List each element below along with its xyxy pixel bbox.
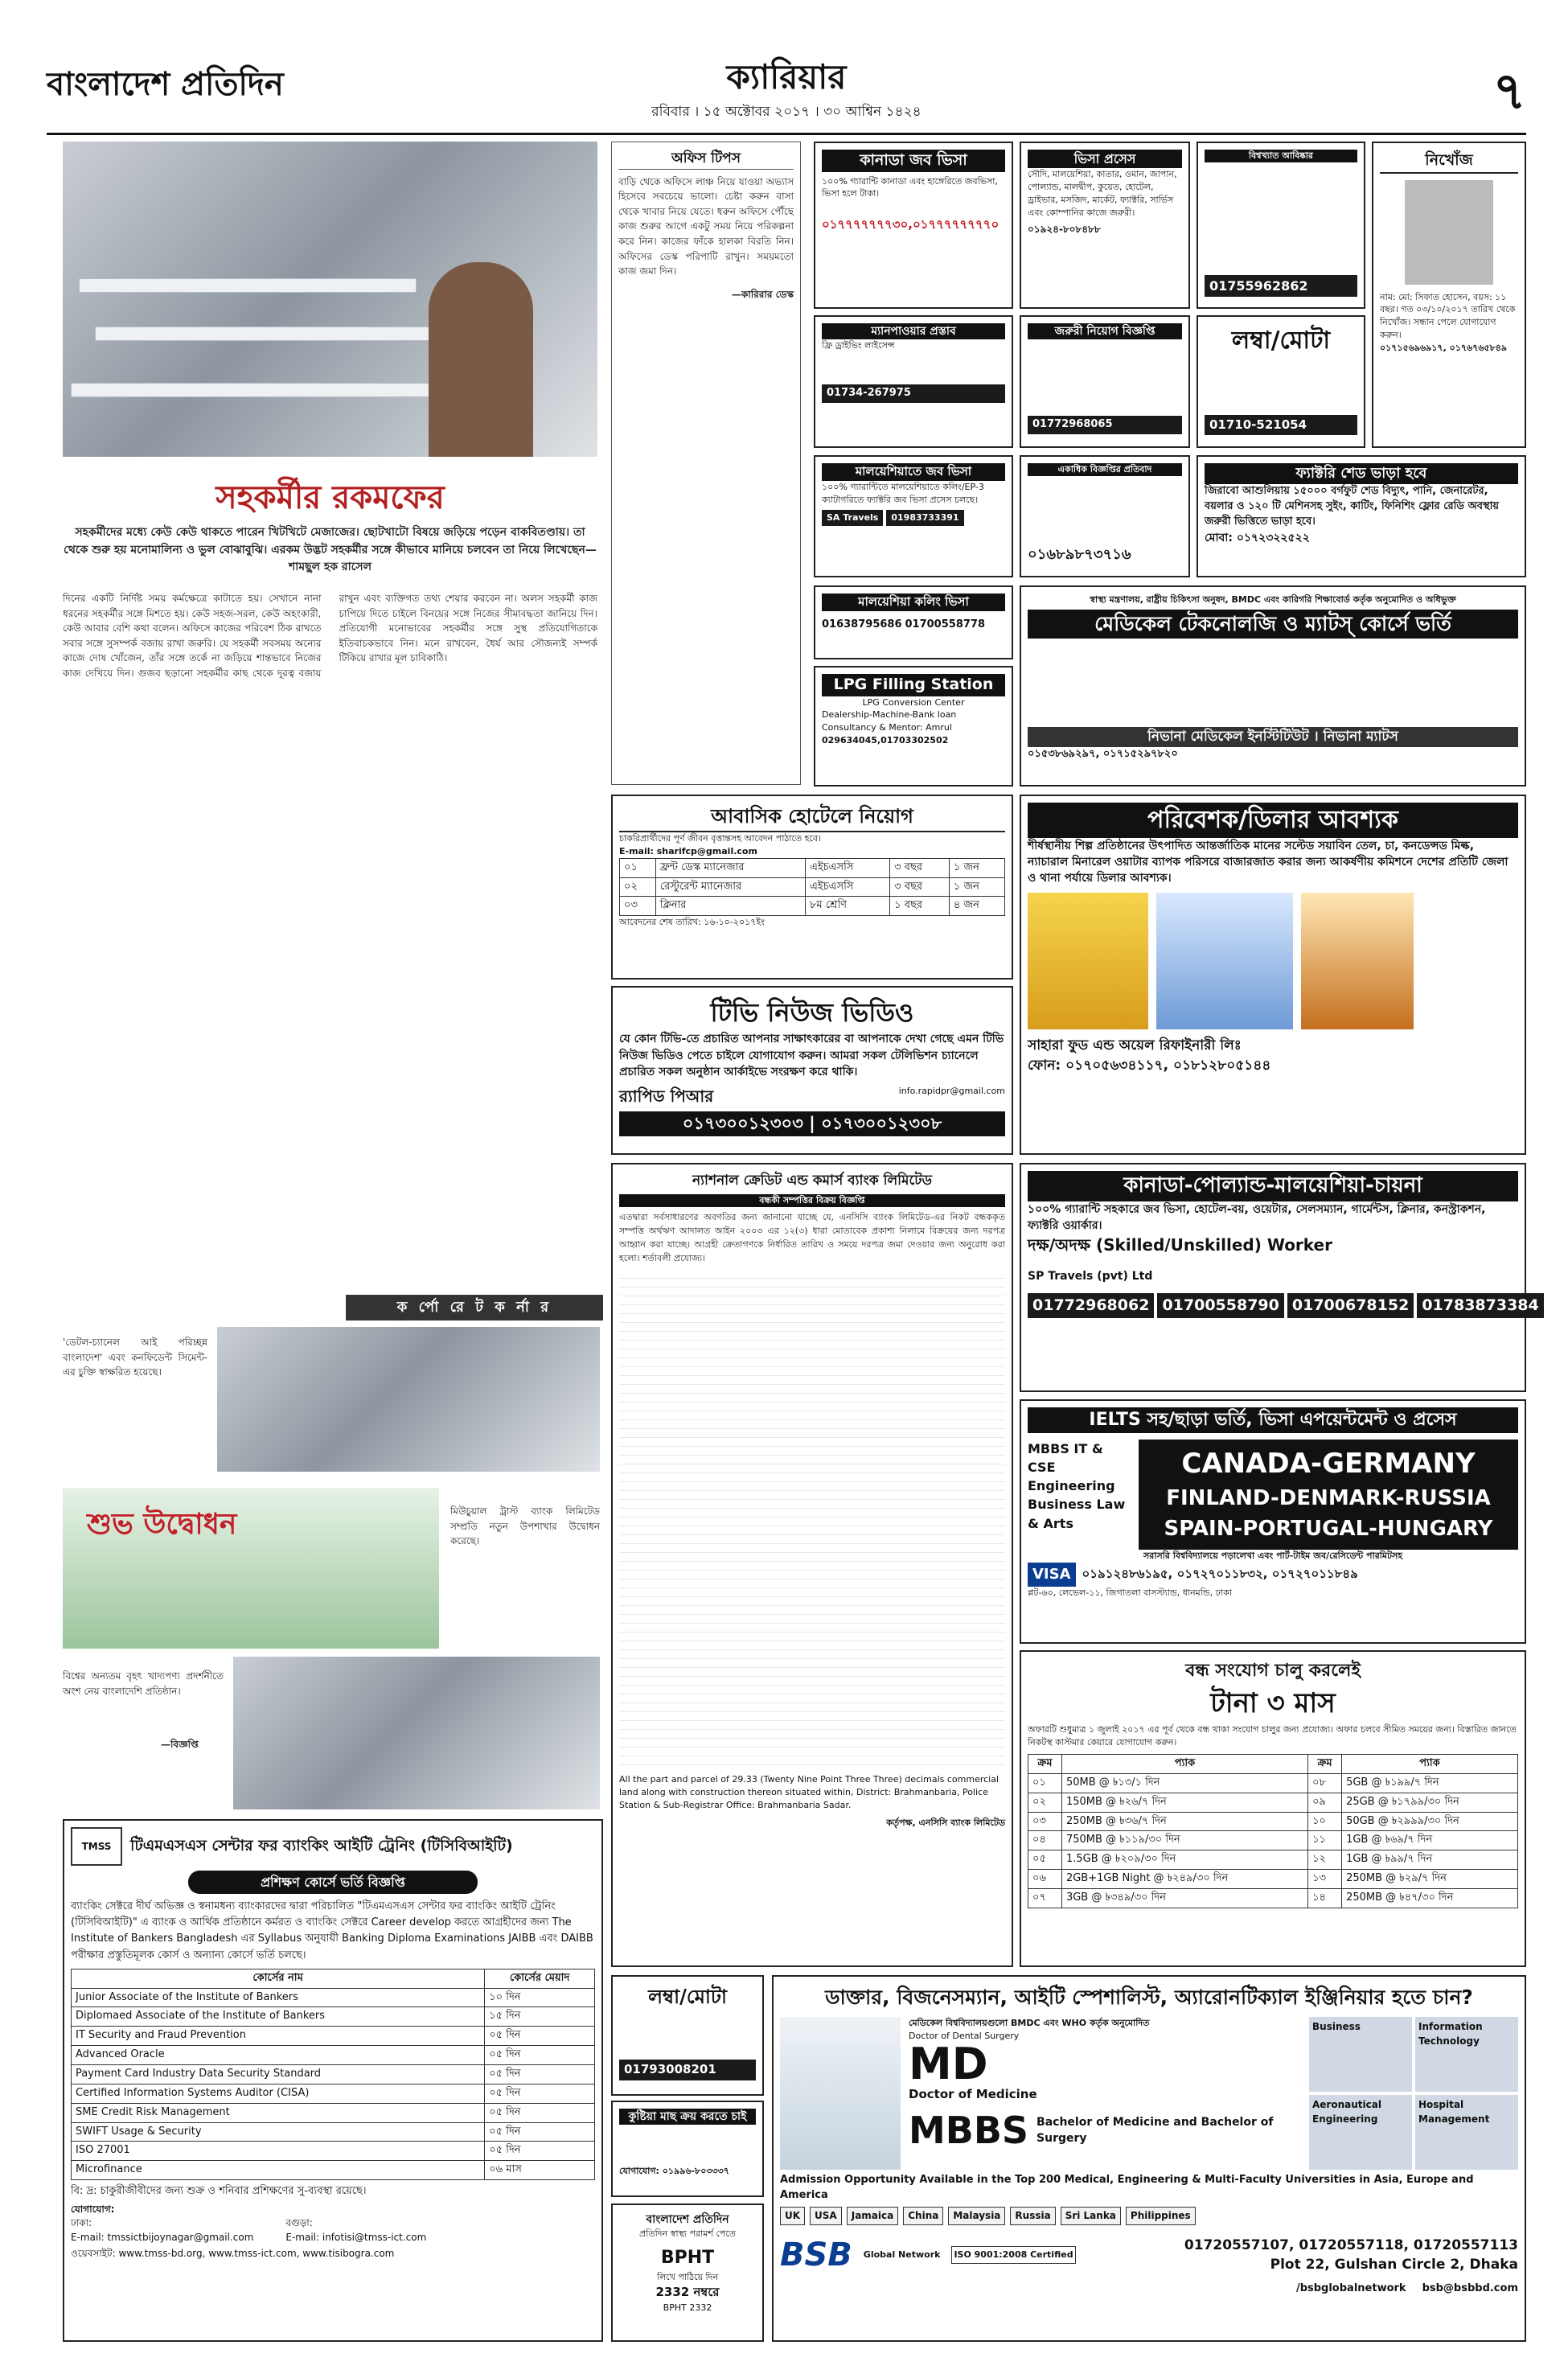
cell: 50GB @ ৳২৯৯৯/৩০ দিন	[1342, 1812, 1518, 1831]
table-row	[72, 2007, 595, 2027]
manpower-text: ফ্রি ড্রাইভিং লাইসেন্স	[822, 340, 895, 351]
field-business: Business	[1309, 2017, 1412, 2092]
medical-top: স্বাস্থ্য মন্ত্রণালয়, রাষ্ট্রীয় চিকিৎসা অনুষদ, BMDC এবং কারিগরি শিক্ষাবোর্ড কর্তৃক অনুমোদিত ও অধিভুক্ত	[1090, 594, 1456, 605]
cell: 3GB @ ৳৩৪৯/৩০ দিন	[1061, 1888, 1307, 1908]
table-row	[620, 858, 1005, 877]
bio-title: বিশ্বখ্যাত আবিষ্কার	[1205, 150, 1357, 162]
cell: ০৩	[620, 897, 656, 916]
tv-email: info.rapidpr@gmail.com	[898, 1086, 1005, 1097]
height-ad-1-title: লম্বা/মোটা	[1231, 327, 1331, 355]
cell: 1.5GB @ ৳২০৯/৩০ দিন	[1061, 1850, 1307, 1870]
cell: ০৪	[1028, 1831, 1062, 1850]
dealer-phone: ফোন: ০১৭০৫৬৩৪১১৭, ০১৮১২৮০৫১৪৪	[1028, 1058, 1271, 1074]
section-header	[610, 53, 963, 122]
missing-text: নাম: মো: সিফাত হোসেন, বয়স: ১১ বছর। গত ০৩/১০/২০১৭ তারিখ থেকে নিখোঁজ। সন্ধান পেলে যোগাযোগ করুন।	[1380, 291, 1516, 341]
course-duration: ০৫ দিন	[485, 2103, 595, 2122]
bank-title: ন্যাশনাল ক্রেডিট এন্ড কমার্স ব্যাংক লিমিটেড	[692, 1173, 933, 1189]
table-row	[72, 2046, 595, 2065]
country-jobs-sub: দক্ষ/অদক্ষ (Skilled/Unskilled) Worker	[1028, 1235, 1332, 1255]
cell: ৩ বছর	[890, 858, 950, 877]
tv-brand: র‍্যাপিড পিআর	[619, 1086, 714, 1107]
country-philippines: Philippines	[1126, 2207, 1196, 2225]
height-ad-2-phone: 01793008201	[619, 2060, 756, 2080]
course-duration: ০৫ দিন	[485, 2122, 595, 2142]
height-ad-1	[1197, 315, 1365, 448]
country-line-3: SPAIN-PORTUGAL-HUNGARY	[1164, 1516, 1493, 1541]
cell: ০৬	[1028, 1870, 1062, 1889]
corporate-item-3: বিশ্বের অন্যতম বৃহৎ খাদ্যপণ্য প্রদর্শনীতে অংশ নেয় বাংলাদেশি প্রতিষ্ঠান।	[63, 1670, 224, 1697]
manpower-ad	[814, 315, 1013, 448]
deed-notice-phone: ০১৬৮৯৮৭৩৭১৬	[1028, 545, 1131, 563]
canada-visa-title: কানাডা জব ভিসা	[822, 150, 1005, 172]
cell: ১৪	[1308, 1888, 1342, 1908]
ielts-title: IELTS সহ/ছাড়া ভর্তি, ভিসা এপয়েন্টমেন্ট ও প্রসেস	[1028, 1407, 1518, 1433]
medical-course-ad	[1020, 585, 1526, 787]
teletalk-table	[1028, 1754, 1518, 1908]
ielts-ad	[1020, 1399, 1526, 1644]
malaysia-job-text: ১০০% গ্যারান্টিতে মালয়েশিয়াতে কলিং/EP-3 ক্যাটাগরিতে ফ্যাক্টরি জব ভিসা প্রসেস চলছে।	[822, 481, 984, 505]
malaysia-calling-title: মালয়েশিয়া কলিং ভিসা	[822, 594, 1005, 611]
cell: ১ জন	[949, 858, 1004, 877]
course-name: Advanced Oracle	[72, 2046, 485, 2065]
field-aero: Aeronautical Engineering	[1309, 2095, 1412, 2170]
ielts-strip: সরাসরি বিশ্ববিদ্যালয়ে পড়ালেখা এবং পার্ট-টাইম জব/রেসিডেন্ট পারমিটসহ	[1143, 1550, 1403, 1561]
course-duration: ০৫ দিন	[485, 2027, 595, 2046]
medical-phone: ০১৫৩৮৬৯২৯৭, ০১৭১৫২৯৭৮২০	[1028, 747, 1178, 760]
cell: ০৯	[1308, 1793, 1342, 1812]
cell: 250MB @ ৳৪৭/৩০ দিন	[1342, 1888, 1518, 1908]
bsb-iso: ISO 9001:2008 Certified	[951, 2246, 1075, 2264]
bp-health-promo	[611, 2204, 764, 2342]
bsb-logo: BSB	[780, 2236, 852, 2274]
bank-subtitle: বন্ধকী সম্পত্তির বিক্রয় বিজ্ঞপ্তি	[619, 1194, 1005, 1207]
manpower-phone: 01734-267975	[822, 384, 1005, 403]
cell: ১২	[1308, 1850, 1342, 1870]
country-jobs-phone-3: 01700678152	[1287, 1293, 1414, 1319]
course-duration: ০৫ দিন	[485, 2046, 595, 2065]
country-jobs-phone-1: 01772968062	[1028, 1293, 1154, 1319]
col-pack: প্যাক	[1342, 1755, 1518, 1774]
table-row	[1028, 1793, 1518, 1812]
factory-shed-ad	[1197, 455, 1526, 577]
cell: 2GB+1GB Night @ ৳২৪৯/৩০ দিন	[1061, 1870, 1307, 1889]
masthead	[47, 47, 1526, 135]
country-china: China	[903, 2207, 943, 2225]
country-usa: USA	[810, 2207, 842, 2225]
office-tips-title: অফিস টিপস	[618, 149, 794, 170]
bsb-mbbs: MBBS	[909, 2108, 1029, 2152]
cell: 5GB @ ৳১৯৯/৭ দিন	[1342, 1773, 1518, 1793]
hotel-job-ad	[611, 795, 1013, 980]
water-bottle-image	[1156, 893, 1293, 1029]
kushtia-fish-ad	[611, 2101, 764, 2197]
lpg-subtitle: LPG Conversion Center	[862, 696, 965, 708]
malaysia-calling-ad	[814, 585, 1013, 659]
table-row	[72, 2084, 595, 2103]
corporate-item-1: 'ডেটল-চ্যানেল আই পরিচ্ছন্ন বাংলাদেশ' এবং কনফিডেন্ট সিমেন্ট-এর চুক্তি স্বাক্ষরিত হয়েছে।	[63, 1337, 207, 1378]
table-row	[72, 2064, 595, 2084]
bank-schedule: All the part and parcel of 29.33 (Twenty Nine Point Three Three) decimals commercial land along with construction thereon situated within, District: Brahmanbaria, Police Station & Sub-Registrar Office: Brahmanbaria Sadar.	[619, 1773, 999, 1810]
bsb-bmdc: মেডিকেল বিশ্ববিদ্যালয়গুলো BMDC এবং WHO কর্তৃক অনুমোদিত	[909, 2018, 1150, 2029]
visa-process-title: ভিসা প্রসেস	[1028, 150, 1182, 168]
field-hospital: Hospital Management	[1415, 2095, 1518, 2170]
bsb-mbbs-sub: Bachelor of Medicine and Bachelor of Surgery	[1036, 2115, 1274, 2146]
teletalk-text: অফারটি শুধুমাত্র ১ জুলাই ২০১৭ এর পূর্ব থেকে বন্ধ থাকা সংযোগ চালুর জন্য প্রযোজ্য। অফার চলবে সীমিত সময়ের জন্য। বিস্তারিত জানতে নিকটস্থ কাস্টমার কেয়ারে যোগাযোগ করুন।	[1028, 1724, 1517, 1748]
tmss-intro: ব্যাংকিং সেক্টরে দীর্ঘ অভিজ্ঞ ও স্বনামধন্য ব্যাংকারদের দ্বারা পরিচালিত "টিএমএসএস সেন্টার ফর ব্যাংকিং আইটি ট্রেনিং (টিসিবিআইটি)" এ ব্যাংক ও আর্থিক প্রতিষ্ঠানে কর্মরত ও ব্যাংকিং সেক্টরে Career develop করতে আগ্রহীদের জন্য The Institute of Bankers Bangladesh এর Syllabus অনুযায়ী Banking Diploma Examinations JAIBB এবং DAIBB পরীক্ষার প্রস্তুতিমূলক কোর্স ও অন্যান্য কোর্সে ভর্তি চলছে।	[71, 1900, 593, 1961]
bsb-email: bsb@bsbbd.com	[1422, 2282, 1518, 2295]
cell: ফ্রন্ট ডেস্ক ম্যানেজার	[655, 858, 805, 877]
cell: ১১	[1308, 1831, 1342, 1850]
bp-promo-sub: প্রতিদিন স্বাস্থ্য পরামর্শ পেতে	[639, 2228, 736, 2240]
table-row	[1028, 1888, 1518, 1908]
visa-logo: VISA	[1028, 1563, 1076, 1587]
urgent-jobs-title: জরুরী নিয়োগ বিজ্ঞপ্তি	[1028, 323, 1182, 339]
cell: ১ বছর	[890, 897, 950, 916]
hotel-title: আবাসিক হোটেলে নিয়োগ	[619, 803, 1005, 832]
course-name: ISO 27001	[72, 2142, 485, 2161]
corporate-photo-2	[63, 1488, 439, 1649]
visa-process-phone: ০১৯২৪-৮০৮৪৮৮	[1028, 223, 1101, 235]
table-row	[1028, 1773, 1518, 1793]
cell: ১০	[1308, 1812, 1342, 1831]
country-line-1: CANADA-GERMANY	[1181, 1447, 1476, 1480]
ielts-address: প্লট-৬০, লেভেল-১১, জিগাতলা বাসস্ট্যান্ড, ধানমন্ডি, ঢাকা	[1028, 1587, 1232, 1598]
dealer-brand: সাহারা ফুড এন্ড অয়েল রিফাইনারী লিঃ	[1028, 1037, 1242, 1054]
tmss-course-table	[71, 1969, 595, 2180]
lpg-text: Dealership-Machine-Bank loan Consultancy & Mentor: Amrul	[822, 709, 957, 733]
col-serial: ক্রম	[1028, 1755, 1062, 1774]
bank-text: এতদ্বারা সর্বসাধারণের অবগতির জন্য জানানো যাচ্ছে যে, এনসিসি ব্যাংক লিমিটেড-এর নিকট বন্ধককৃত সম্পত্তি অর্থঋণ আদালত আইন ২০০৩ এর ১২(৩) ধারা মোতাবেক প্রকাশ্য নিলামে বিক্রয়ের জন্য দরপত্র আহ্বান করা যাচ্ছে। আগ্রহী ক্রেতাগণকে নির্ধারিত তারিখ ও সময়ে দরপত্র জমা দেওয়ার জন্য অনুরোধ করা হলো। শর্তাবলী প্রযোজ্য।	[619, 1211, 1005, 1263]
bio-ad	[1197, 142, 1365, 309]
visa-process-text: সৌদি, মালয়েশিয়া, কাতার, ওমান, জাপান, পোল্যান্ড, মালদ্বীপ, কুয়েত, হোটেল, ড্রাইভার, মসজিদ, মার্কেট, ফ্যাক্টরি, সার্ভিস এবং কোম্পানির কাজে জরুরী।	[1028, 169, 1177, 218]
feature-intro: সহকর্মীদের মধ্যে কেউ কেউ থাকতে পারেন খিটখিটে মেজাজের। ছোটখাটো বিষয়ে জড়িয়ে পড়েন বাকবিতণ্ডায়। তা থেকে শুরু হয় মনোমালিন্য ও ভুল বোঝাবুঝি। এরকম উদ্ভট সহকর্মীর সঙ্গে কীভাবে মানিয়ে চলবেন তা নিয়ে লিখেছেন—শামছুল হক রাসেল	[64, 526, 597, 574]
country-jobs-ad	[1020, 1163, 1539, 1392]
hotel-email: E-mail: sharifcp@gmail.com	[619, 845, 757, 856]
bsb-global-ad	[772, 1975, 1526, 2342]
course-name: SME Credit Risk Management	[72, 2103, 485, 2122]
country-jobs-phone-4: 01783873384	[1417, 1293, 1543, 1319]
tmss-note: বি: দ্র: চাকুরীজীবীদের জন্য শুক্র ও শনিবার প্রশিক্ষণের সু-ব্যবস্থা রয়েছে।	[71, 2185, 367, 2198]
bp-promo-brand: বাংলাদেশ প্রতিদিন	[646, 2213, 729, 2226]
corporate-corner-label: ক র্পো রে ট ক র্না র	[346, 1295, 603, 1320]
tmss-bogura-label: বগুড়া:	[285, 2217, 313, 2229]
cell: এইচএসসি	[805, 858, 889, 877]
bio-phone: 01755962862	[1205, 275, 1357, 297]
course-name: SWIFT Usage & Security	[72, 2122, 485, 2142]
tmss-contact-label: যোগাযোগ:	[71, 2203, 115, 2215]
tv-news-ad	[611, 986, 1013, 1155]
country-russia: Russia	[1010, 2207, 1055, 2225]
country-malaysia: Malaysia	[948, 2207, 1005, 2225]
teletalk-title: বন্ধ সংযোগ চালু করলেই	[1185, 1661, 1361, 1681]
ielts-phone: ০১৯১২৪৮৬১৯৫, ০১৭২৭০১১৮৩২, ০১৭২৭০১১৮৪৯	[1082, 1566, 1358, 1581]
col-pack: প্যাক	[1061, 1755, 1307, 1774]
cell: 250MB @ ৳২৯/৭ দিন	[1342, 1870, 1518, 1889]
cell: ০১	[1028, 1773, 1062, 1793]
table-row	[1028, 1850, 1518, 1870]
ncc-bank-notice	[611, 1163, 1013, 1967]
manpower-title: ম্যানপাওয়ার প্রস্তাব	[822, 323, 1005, 339]
cell: ১৩	[1308, 1870, 1342, 1889]
bsb-md-top: Doctor of Dental Surgery	[909, 2031, 1020, 2042]
cell: ক্লিনার	[655, 897, 805, 916]
course-duration: ০৫ দিন	[485, 2084, 595, 2103]
corporate-credit: —বিজ্ঞপ্তি	[161, 1739, 199, 1750]
country-jobs-text: ১০০% গ্যারান্টি সহকারে জব ভিসা, হোটেল-বয়, ওয়েটার, সেলসম্যান, গার্মেন্টস, ক্লিনার, কনস্ট্রাকশন, ফ্যাক্টরি ওয়ার্কার।	[1028, 1202, 1486, 1232]
bsb-address: Plot 22, Gulshan Circle 2, Dhaka	[1270, 2257, 1518, 2273]
dealer-ad	[1020, 795, 1526, 1155]
table-row	[72, 2161, 595, 2180]
teletalk-big: টানা ৩ মাস	[1210, 1686, 1336, 1719]
country-jamaica: Jamaica	[847, 2207, 899, 2225]
cell: এইচএসসি	[805, 877, 889, 897]
cell: ০২	[1028, 1793, 1062, 1812]
malaysia-job-ad	[814, 455, 1013, 577]
table-row	[1028, 1812, 1518, 1831]
deed-notice-title: একাধিক বিজ্ঞপ্তির প্রতিবাদ	[1028, 463, 1182, 476]
cell: 250MB @ ৳৩৬/৭ দিন	[1061, 1812, 1307, 1831]
lpg-phone: 029634045,01703302502	[822, 735, 949, 746]
country-uk: UK	[780, 2207, 805, 2225]
tmss-email-1: E-mail: tmssictbijoynagar@gmail.com	[71, 2231, 254, 2243]
kushtia-title: কুষ্টিয়া মাছ ক্রয় করতে চাই	[619, 2109, 756, 2125]
col-serial: ক্রম	[1308, 1755, 1342, 1774]
deed-notice-ad	[1020, 455, 1190, 577]
factory-title: ফ্যাক্টরি শেড ভাড়া হবে	[1205, 463, 1518, 484]
table-row	[72, 2027, 595, 2046]
cell: ৪ জন	[949, 897, 1004, 916]
course-name: Microfinance	[72, 2161, 485, 2180]
office-photo	[63, 142, 597, 457]
issue-date: রবিবার । ১৫ অক্টোবর ২০১৭ । ৩০ আশ্বিন ১৪২৪	[651, 103, 922, 120]
table-row	[72, 1988, 595, 2007]
table-row	[72, 2103, 595, 2122]
missing-title: নিখোঁজ	[1380, 150, 1518, 174]
table-row	[1028, 1870, 1518, 1889]
table-row	[72, 2142, 595, 2161]
tea-pack-image	[1301, 893, 1414, 1029]
office-tips-author: —কারিরার ডেস্ক	[731, 288, 794, 300]
feature-body: দিনের একটি নির্দিষ্ট সময় কর্মক্ষেত্রে কাটাতে হয়। সেখানে নানা ধরনের সহকর্মীর সঙ্গে মিশতে হয়। কেউ সহজ-সরল, কেউ অহংকারী, কেউ আবার বেশি কথা বলেন। অফিসে কাজের পরিবেশ ঠিক রাখতে সবার সঙ্গে সুসম্পর্ক বজায় রাখা জরুরি। যে সহকর্মী সবসময় অন্যের কাজে দোষ খোঁজেন, তাঁর সঙ্গে তর্কে না জড়িয়ে শান্তভাবে নিজের কাজ দেখিয়ে দিন। গুজব ছড়ানো সহকর্মীর কাছ থেকে দূরত্ব বজায় রাখুন এবং ব্যক্তিগত তথ্য শেয়ার করবেন না। অলস সহকর্মী কাজ চাপিয়ে দিতে চাইলে বিনয়ের সঙ্গে নিজের সীমাবদ্ধতা জানিয়ে দিন। প্রতিযোগী মনোভাবের সহকর্মীর সঙ্গে সুস্থ প্রতিযোগিতাকে ইতিবাচকভাবে নিন। মনে রাখবেন, ধৈর্য আর সৌজন্যই সম্পর্ক টিকিয়ে রাখার মূল চাবিকাঠি।	[63, 593, 597, 679]
tmss-website: ওয়েবসাইট: www.tmss-bd.org, www.tmss-ict.com, www.tisibogra.com	[71, 2248, 395, 2260]
office-tips-body: বাড়ি থেকে অফিসে লাঞ্চ নিয়ে যাওয়া অভ্যাস হিসেবে সবচেয়ে ভালো। চেষ্টা করুন বাসা থেকে খাবার নিয়ে যেতে। ধরুন অফিসে পৌঁছে কাজ শুরুর আগে একটু সময় নিয়ে পরিকল্পনা করে নিন। কাজের ফাঁকে হালকা বিরতি নিন। অফিসের ডেস্ক পরিপাটি রাখুন। সময়মতো কাজ জমা দিন।	[618, 175, 794, 277]
bank-terms-block	[619, 1270, 1005, 1768]
country-srilanka: Sri Lanka	[1061, 2207, 1121, 2225]
medical-bottom: নিভানা মেডিকেল ইনস্টিটিউট । নিভানা ম্যাটস	[1028, 727, 1518, 747]
teletalk-ad	[1020, 1650, 1526, 1967]
cell: 750MB @ ৳১১৯/৩০ দিন	[1061, 1831, 1307, 1850]
factory-text: জিরাবো আশুলিয়ায় ১৫০০০ বর্গফুট শেড বিদ্যুৎ, পানি, জেনারেটর, বয়লার ও ১২০ টি মেশিনসহ সুইং, কাটিং, ফিনিশিং ফ্লোর রেডি অবস্থায় জরুরী ভিত্তিতে ভাড়া হবে।	[1205, 485, 1500, 528]
page-number: ৭	[1492, 62, 1526, 121]
cell: 1GB @ ৳৯৯/৭ দিন	[1342, 1850, 1518, 1870]
bsb-network: Global Network	[863, 2249, 941, 2261]
corporate-item-2: মিউচুয়াল ট্রাস্ট ব্যাংক লিমিটেড সম্প্রতি নতুন উপশাখার উদ্বোধন করেছে।	[450, 1505, 600, 1547]
bsb-phones: 01720557107, 01720557118, 01720557113	[1184, 2236, 1518, 2253]
malaysia-job-title: মালয়েশিয়াতে জব ভিসা	[822, 463, 1005, 481]
dealer-text: শীর্ষস্থানীয় শিল্প প্রতিষ্ঠানের উৎপাদিত আন্তর্জাতিক মানের সল্টেড সয়াবিন তেল, চা, কনডেন্সড মিল্ক, ন্যাচারাল মিনারেল ওয়াটার ব্যাপক পরিসরে বাজারজাত করার জন্য আকর্ষণীয় কমিশনে দেশের প্রতিটি জেলা ও থানা পর্যায়ে ডিলার আবশ্যক।	[1028, 839, 1508, 885]
tmss-email-2: E-mail: infotisi@tmss-ict.com	[285, 2231, 427, 2243]
lpg-title: LPG Filling Station	[822, 674, 1005, 696]
tmss-ad	[63, 1819, 603, 2342]
cell: ৩ বছর	[890, 877, 950, 897]
ielts-subjects: MBBS IT & CSE Engineering Business Law & Arts	[1028, 1440, 1126, 1531]
course-name: Certified Information Systems Auditor (CISA)	[72, 2084, 485, 2103]
tmss-notice-bar: প্রশিক্ষণ কোর্সে ভর্তি বিজ্ঞপ্তি	[188, 1871, 478, 1894]
cell: 1GB @ ৳৬৯/৭ দিন	[1342, 1831, 1518, 1850]
malaysia-job-phone: 01983733391	[886, 510, 963, 526]
hotel-deadline: আবেদনের শেষ তারিখ: ১৬-১০-২০১৭ইং	[619, 917, 765, 928]
cell: ০৩	[1028, 1812, 1062, 1831]
bsb-title: ডাক্তার, বিজনেসম্যান, আইটি স্পেশালিস্ট, অ্যারোনটিক্যাল ইঞ্জিনিয়ার হতে চান?	[825, 1986, 1473, 2009]
tv-phone: ০১৭৩০০১২৩০৩ | ০১৭৩০০১২৩০৮	[619, 1111, 1005, 1136]
hotel-table	[619, 858, 1005, 917]
sa-travels-brand: SA Travels	[822, 510, 883, 526]
cell: 25GB @ ৳১৭৯৯/৩০ দিন	[1342, 1793, 1518, 1812]
cell: ০৭	[1028, 1888, 1062, 1908]
kushtia-phone: যোগাযোগ: ০১৯৯৬-৮০৩৩৩৭	[619, 2166, 729, 2177]
cell: ০৮	[1308, 1773, 1342, 1793]
bsb-facebook: /bsbglobalnetwork	[1295, 2282, 1406, 2295]
malaysia-calling-phone-1: 01638795686	[822, 618, 902, 630]
cell: ৮ম শ্রেণি	[805, 897, 889, 916]
cell: 50MB @ ৳১৩/১ দিন	[1061, 1773, 1307, 1793]
cell: 150MB @ ৳২৬/৭ দিন	[1061, 1793, 1307, 1812]
visa-process-ad	[1020, 142, 1190, 309]
tmss-col-duration: কোর্সের মেয়াদ	[485, 1969, 595, 1988]
tmss-dhaka-label: ঢাকা:	[71, 2217, 92, 2229]
cell: ০২	[620, 877, 656, 897]
country-jobs-phone-2: 01700558790	[1157, 1293, 1283, 1319]
bsb-md-sub: Doctor of Medicine	[909, 2087, 1037, 2102]
inauguration-banner: শুভ উদ্বোধন	[87, 1508, 237, 1541]
course-name: Junior Associate of the Institute of Bankers	[72, 1988, 485, 2007]
missing-photo	[1405, 180, 1493, 285]
bsb-md: MD	[909, 2039, 988, 2090]
sp-travels-brand: SP Travels (pvt) Ltd	[1028, 1270, 1153, 1284]
course-name: IT Security and Fraud Prevention	[72, 2027, 485, 2046]
corporate-photo-1	[217, 1327, 600, 1472]
factory-phone: মোবা: ০১৭২৩২২৫২২	[1205, 531, 1310, 544]
urgent-jobs-ad	[1020, 315, 1190, 448]
course-name: Payment Card Industry Data Security Standard	[72, 2064, 485, 2084]
bp-promo-sms: BPHT 2332	[663, 2302, 712, 2313]
feature-headline: সহকর্মীর রকমফের	[215, 478, 445, 516]
medical-title: মেডিকেল টেকনোলজি ও ম্যাটস্ কোর্সে ভর্তি	[1028, 610, 1518, 639]
height-ad-2-title: লম্বা/মোটা	[648, 1985, 727, 2008]
country-jobs-title: কানাডা-পোল্যান্ড-মালয়েশিয়া-চায়না	[1028, 1171, 1518, 1201]
missing-person-ad	[1372, 142, 1526, 448]
corporate-photo-3	[233, 1657, 600, 1809]
malaysia-calling-phone-2: 01700558778	[905, 618, 985, 630]
doctor-image	[780, 2017, 901, 2170]
oil-bottle-image	[1028, 893, 1148, 1029]
tmss-title: টিএমএসএস সেন্টার ফর ব্যাংকিং আইটি ট্রেনিং (টিসিবিআইটি)	[130, 1837, 513, 1855]
course-name: Diplomaed Associate of the Institute of Bankers	[72, 2007, 485, 2027]
cell: ১ জন	[949, 877, 1004, 897]
course-duration: ০৫ দিন	[485, 2064, 595, 2084]
urgent-jobs-phone: 01772968065	[1028, 416, 1182, 434]
table-row	[620, 897, 1005, 916]
bsb-admission: Admission Opportunity Available in the Top 200 Medical, Engineering & Multi-Faculty Universities in Asia, Europe and America	[780, 2174, 1474, 2202]
cell: রেস্টুরেন্ট ম্যানেজার	[655, 877, 805, 897]
bp-promo-keyword: BPHT	[660, 2248, 715, 2269]
section-title: ক্যারিয়ার	[726, 57, 847, 97]
course-duration: ১৫ দিন	[485, 2007, 595, 2027]
field-it: Information Technology	[1415, 2017, 1518, 2092]
tv-text: যে কোন টিভি-তে প্রচারিত আপনার সাক্ষাৎকারের বা আপনাকে দেখা গেছে এমন টিভি নিউজ ভিডিও পেতে চাইলে যোগাযোগ করুন। আমরা সকল টেলিভিশন চ্যানেলে প্রচারিত সকল অনুষ্ঠান আর্কাইভে সংরক্ষণ করে থাকি।	[619, 1033, 1004, 1078]
canada-visa-phone: ০১৭৭৭৭৭৭৭৩০,০১৭৭৭৭৭৭৭৭০	[822, 217, 999, 232]
lpg-ad	[814, 666, 1013, 787]
tv-title: টিভি নিউজ ভিডিও	[710, 997, 914, 1028]
newspaper-logo: বাংলাদেশ প্রতিদিন	[47, 65, 284, 103]
course-duration: ০৫ দিন	[485, 2142, 595, 2161]
course-duration: ০৬ মাস	[485, 2161, 595, 2180]
table-row	[1028, 1831, 1518, 1850]
hotel-text: চাকরিপ্রার্থীদের পূর্ণ জীবন বৃত্তান্তসহ আবেদন পাঠাতে হবে।	[619, 832, 821, 844]
height-ad-2	[611, 1975, 764, 2096]
bank-signature: কর্তৃপক্ষ, এনসিসি ব্যাংক লিমিটেড	[886, 1817, 1005, 1828]
table-row	[620, 877, 1005, 897]
tmss-col-course: কোর্সের নাম	[72, 1969, 485, 1988]
missing-phone: ০১৭১৫৬৯৬৯১৭, ০১৭৬৭৬৫৮৪৯	[1380, 343, 1508, 354]
office-tips-box	[611, 142, 801, 785]
dealer-title: পরিবেশক/ডিলার আবশ্যক	[1028, 803, 1518, 838]
course-duration: ১০ দিন	[485, 1988, 595, 2007]
cell: ০১	[620, 858, 656, 877]
canada-visa-text: ১০০% গ্যারান্টি কানাডা এবং হাঙ্গেরিতে জবভিসা, ভিসা হলে টাকা।	[822, 175, 998, 199]
height-ad-1-phone: 01710-521054	[1205, 415, 1357, 436]
cell: ০৫	[1028, 1850, 1062, 1870]
tmss-logo: TMSS	[71, 1827, 122, 1866]
table-row	[72, 2122, 595, 2142]
bp-promo-line: লিখে পাঠিয়ে দিন	[656, 2272, 719, 2283]
bp-promo-code: 2332 নম্বরে	[655, 2285, 720, 2300]
canada-visa-ad	[814, 142, 1013, 309]
country-line-2: FINLAND-DENMARK-RUSSIA	[1166, 1486, 1491, 1511]
